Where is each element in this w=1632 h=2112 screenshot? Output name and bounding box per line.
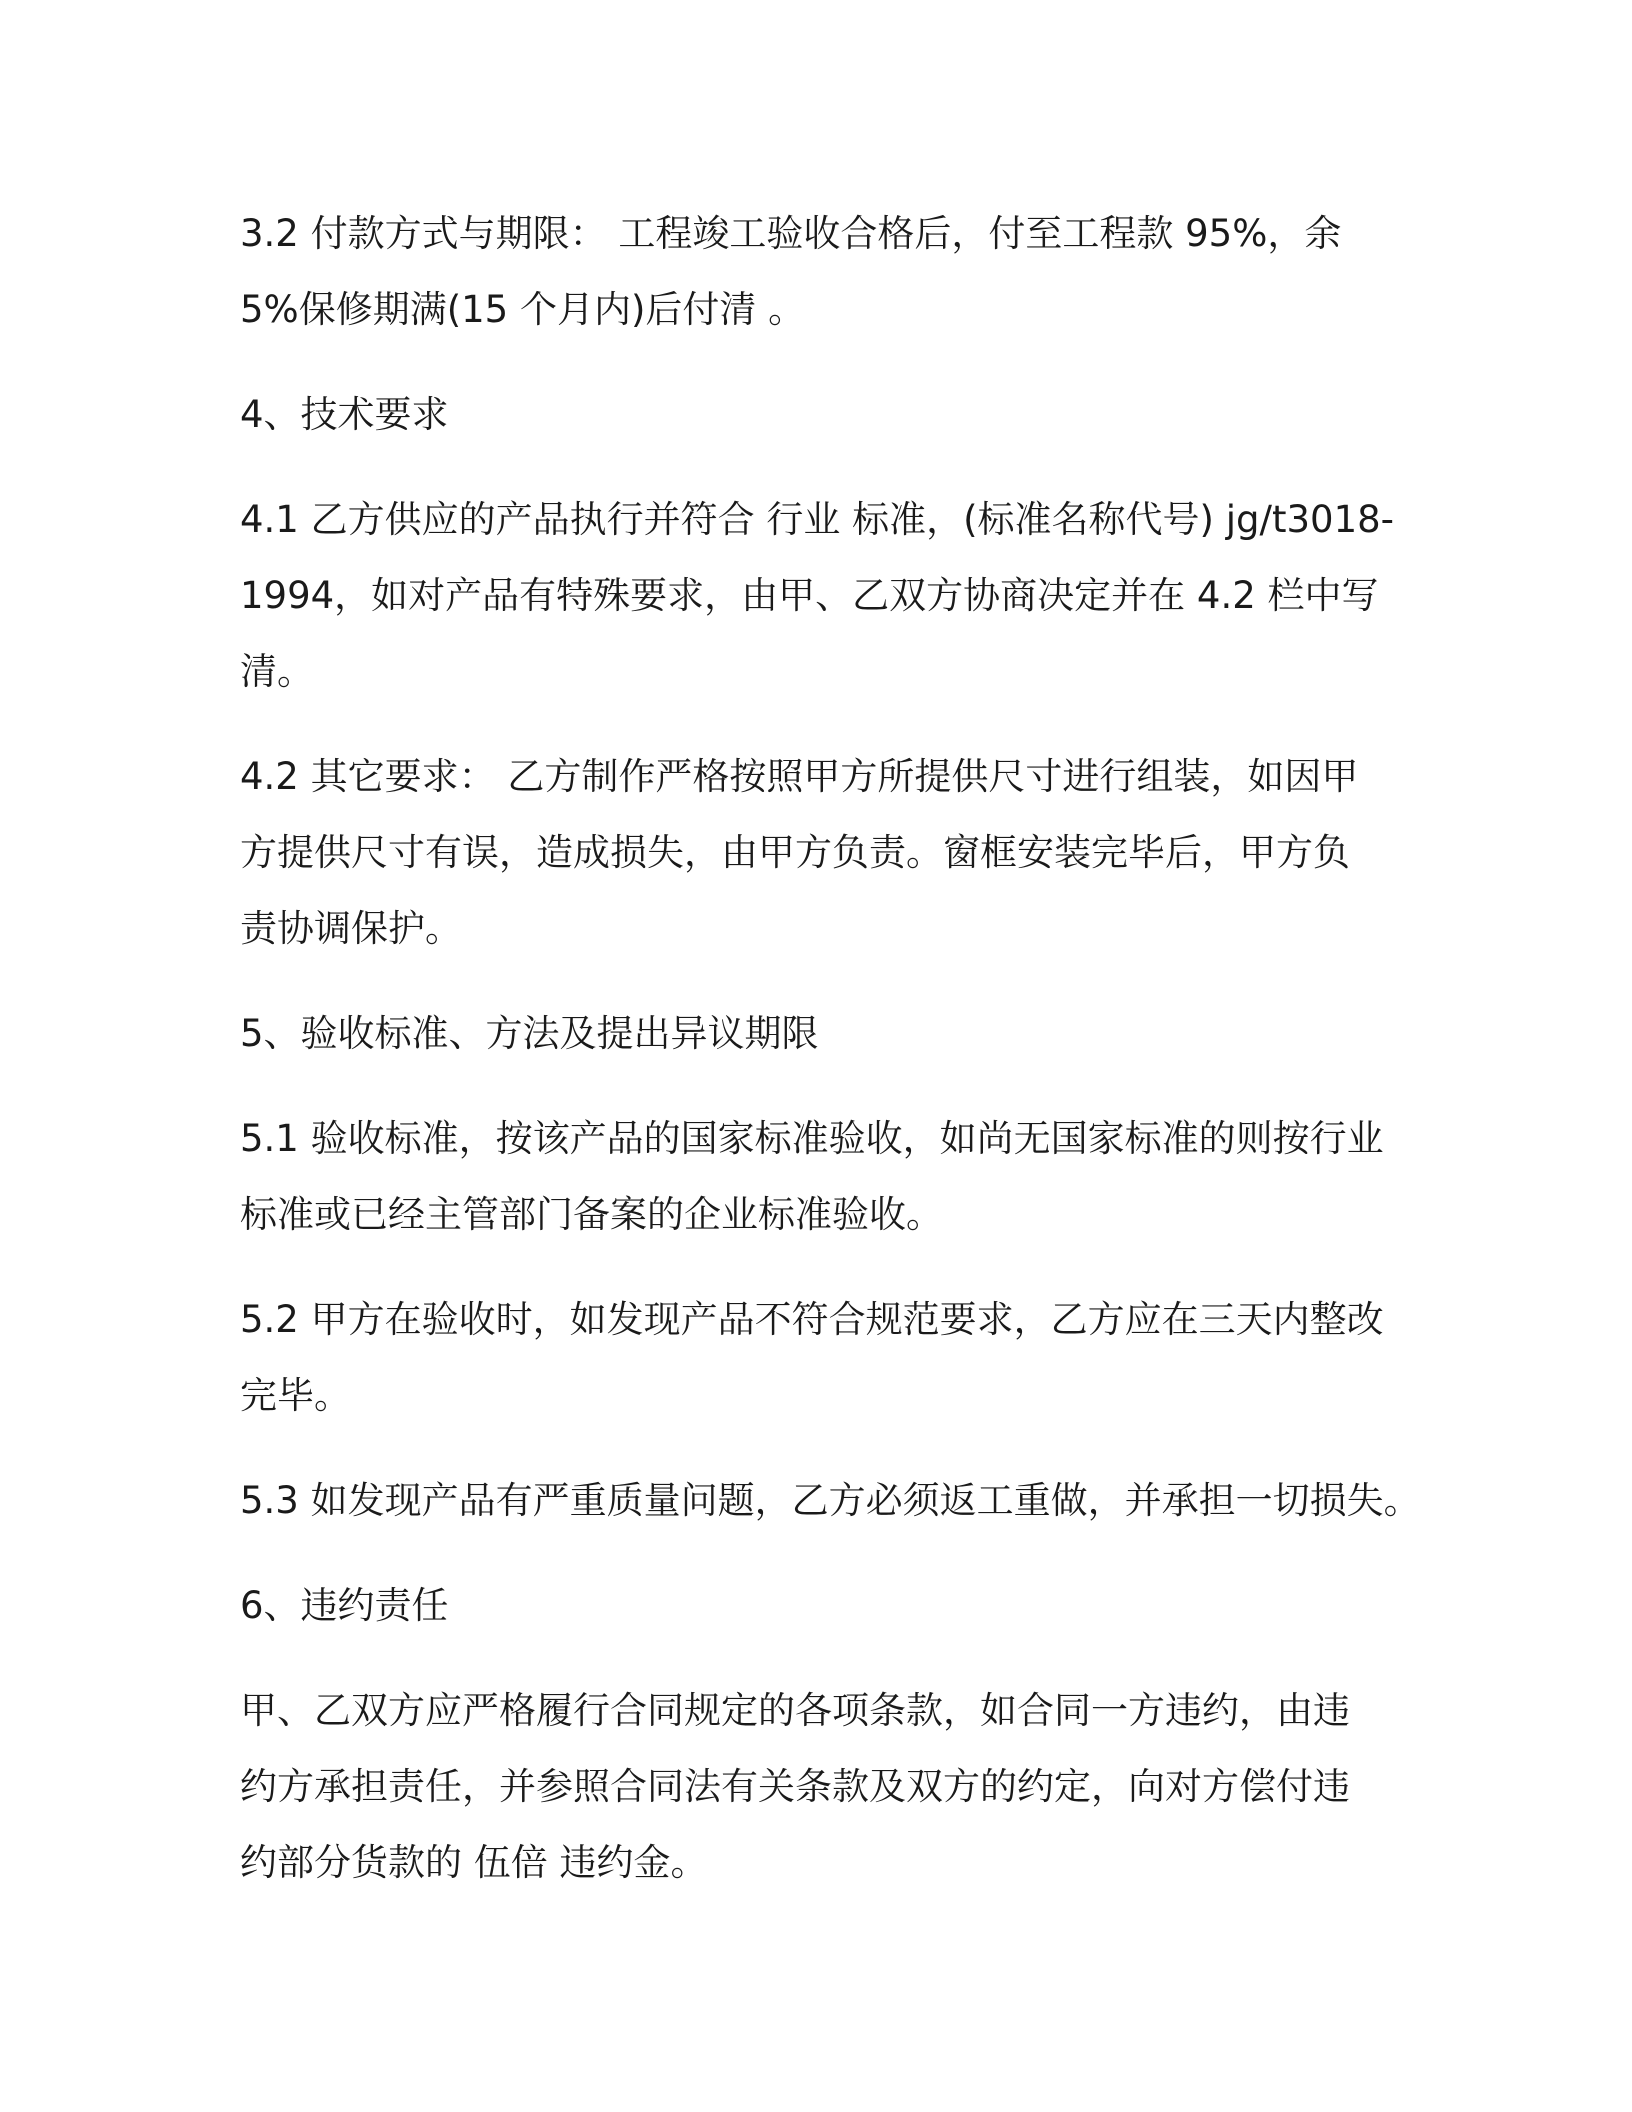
text-line: 3.2 付款方式与期限： 工程竣工验收合格后，付至工程款 95%，余 — [240, 212, 1342, 255]
text-line: 5.3 如发现产品有严重质量问题，乙方必须返工重做，并承担一切损失。 — [240, 1479, 1421, 1522]
text-line: 5%保修期满(15 个月内)后付清 。 — [240, 288, 806, 331]
text-line: 方提供尺寸有误，造成损失，由甲方负责。窗框安装完毕后，甲方负 — [240, 831, 1350, 874]
text-line: 责协调保护。 — [240, 907, 462, 950]
clause-5-2 — [240, 1282, 1420, 1434]
text-line: 4.1 乙方供应的产品执行并符合 行业 标准，(标准名称代号) jg/t3018- — [240, 498, 1395, 541]
text-line: 5.1 验收标准，按该产品的国家标准验收，如尚无国家标准的则按行业 — [240, 1117, 1384, 1160]
section-heading-4 — [240, 377, 1420, 453]
clause-5-3 — [240, 1463, 1420, 1539]
text-line: 5.2 甲方在验收时，如发现产品不符合规范要求，乙方应在三天内整改 — [240, 1298, 1384, 1341]
text-line: 完毕。 — [240, 1374, 351, 1417]
text-line: 1994，如对产品有特殊要求，由甲、乙双方协商决定并在 4.2 栏中写 — [240, 574, 1379, 617]
text-line: 约方承担责任，并参照合同法有关条款及双方的约定，向对方偿付违 — [240, 1765, 1350, 1808]
text-line: 4、技术要求 — [240, 393, 449, 436]
clause-6-body — [240, 1673, 1420, 1901]
clause-3-2 — [240, 196, 1420, 348]
clause-5-1 — [240, 1101, 1420, 1253]
text-line: 6、违约责任 — [240, 1584, 449, 1627]
clause-4-1 — [240, 482, 1420, 710]
text-line: 甲、乙双方应严格履行合同规定的各项条款，如合同一方违约，由违 — [240, 1689, 1350, 1732]
clause-4-2 — [240, 739, 1420, 967]
text-line: 清。 — [240, 650, 314, 693]
document-body — [240, 196, 1420, 1930]
section-heading-6 — [240, 1568, 1420, 1644]
text-line: 约部分货款的 伍倍 违约金。 — [240, 1841, 708, 1884]
text-line: 4.2 其它要求： 乙方制作严格按照甲方所提供尺寸进行组装，如因甲 — [240, 755, 1359, 798]
text-line: 标准或已经主管部门备案的企业标准验收。 — [240, 1193, 943, 1236]
text-line: 5、验收标准、方法及提出异议期限 — [240, 1012, 819, 1055]
section-heading-5 — [240, 996, 1420, 1072]
